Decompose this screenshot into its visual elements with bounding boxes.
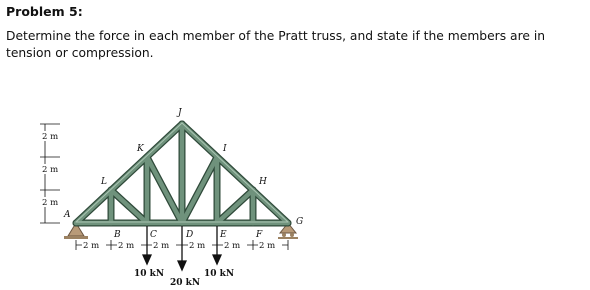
joint-label-i: I [223,144,227,154]
span-dim-1: 2 m [83,241,100,251]
joint-label-h: H [259,177,267,187]
joint-label-k: K [137,144,144,154]
load-label-right: 10 kN [204,269,235,279]
joint-label-b: B [114,230,121,240]
span-dim-5: 2 m [224,241,241,251]
truss-members [76,123,288,223]
joint-label-d: D [186,230,194,240]
joint-label-c: C [150,230,157,240]
joint-label-e: E [220,230,227,240]
joint-label-a: A [64,210,71,220]
load-label-left: 10 kN [134,269,165,279]
span-dim-3: 2 m [153,241,170,251]
span-dim-4: 2 m [189,241,206,251]
joint-label-g: G [296,217,304,227]
height-dim-3: 2 m [42,198,59,208]
joint-label-l: L [101,177,107,187]
span-dim-2: 2 m [118,241,135,251]
joint-label-f: F [256,230,263,240]
load-label-center: 20 kN [170,278,201,288]
problem-title: Problem 5: [6,4,83,19]
height-dim-2: 2 m [42,165,59,175]
problem-statement: Determine the force in each member of the Pratt truss, and state if the members are in tension or compression. [6,29,546,60]
span-dim-6: 2 m [259,241,276,251]
joint-label-j: J [178,108,182,118]
height-dim-1: 2 m [42,132,59,142]
